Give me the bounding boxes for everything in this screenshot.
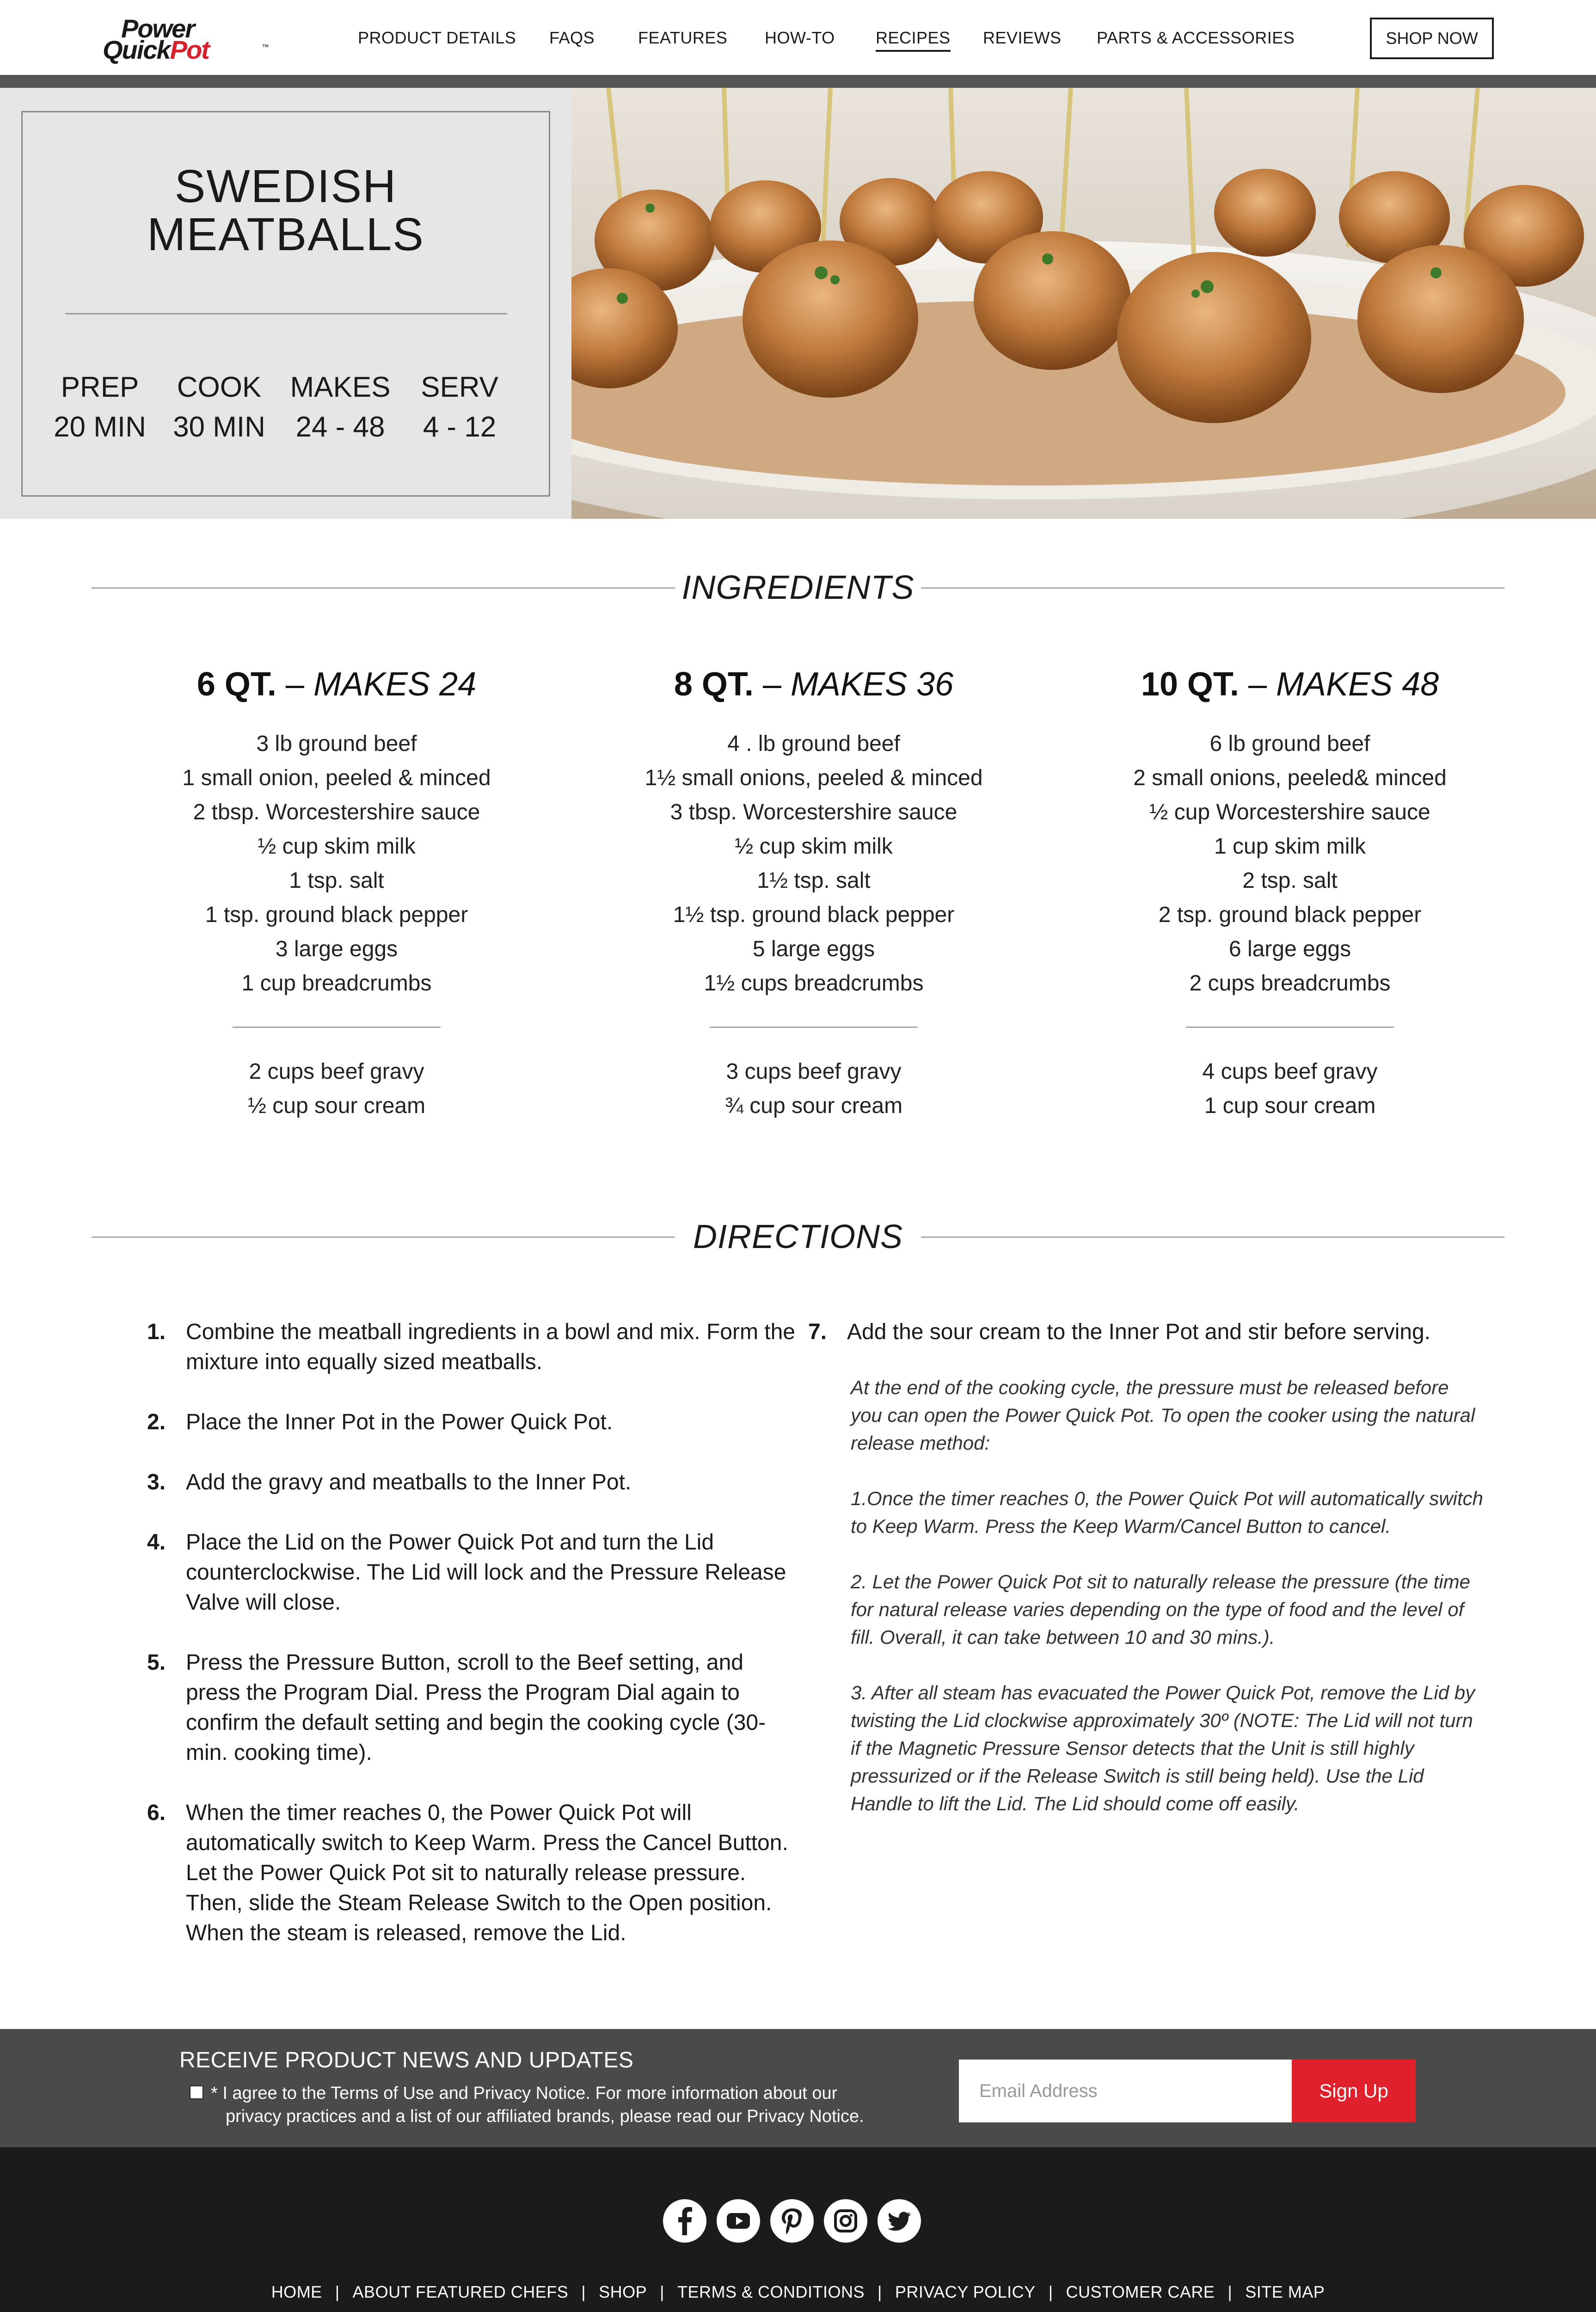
release-note-2: 2. Let the Power Quick Pot sit to naturally release the pressure (the time for natural release varies depending on the type of food and the level of fill. Overall, it can take between 10 and 30 mins.). xyxy=(851,1571,1470,1648)
meatballs-photo xyxy=(571,88,1596,519)
step-text: Place the Lid on the Power Quick Pot and turn the Lid counterclockwise. The Lid will lock and the Pressure Release Valve will close. xyxy=(186,1530,786,1615)
pot-size: 6 QT. xyxy=(196,666,276,703)
ingredient-item: 1½ tsp. ground black pepper xyxy=(673,903,955,927)
direction-step-5 xyxy=(143,1648,800,1768)
stat-cook-value: 30 MIN xyxy=(173,411,265,443)
direction-step-6 xyxy=(143,1798,800,1948)
power-quick-pot-logo[interactable] xyxy=(103,16,269,62)
link-separator: | xyxy=(335,2282,340,2301)
recipe-info-panel xyxy=(0,88,571,519)
footer-link-site-map[interactable]: SITE MAP xyxy=(1245,2282,1325,2301)
consent-line1: * I agree to the Terms of Use and Privacy Notice. For more information about our xyxy=(211,2084,838,2103)
meatballs-hero-image xyxy=(571,88,1596,519)
step-text: When the timer reaches 0, the Power Quick Pot will automatically switch to Keep Warm. Press the Cancel Button. Let the Power Quick Pot sit to naturally release pressure. Then, slide the Steam Release Switch to the Open position. When the steam is released, remove the Lid. xyxy=(186,1801,788,1945)
heading-dash: – xyxy=(753,666,791,703)
recipe-title xyxy=(23,162,549,258)
step-text: Press the Pressure Button, scroll to the Beef setting, and press the Program Dial. Press the Program Dial again to confirm the default setting and begin the cooking cycle (30-min. cooking time). xyxy=(186,1650,766,1765)
direction-step-2 xyxy=(143,1407,800,1437)
makes-count: MAKES 24 xyxy=(313,666,477,703)
link-separator: | xyxy=(660,2282,665,2301)
ingredient-item: 2 tsp. salt xyxy=(1242,868,1338,893)
step-text: Combine the meatball ingredients in a bowl and mix. Form the mixture into equally sized meatballs. xyxy=(186,1320,795,1374)
ingredient-item: 3 lb ground beef xyxy=(256,732,417,756)
column-heading xyxy=(1045,661,1535,707)
email-input[interactable] xyxy=(959,2060,1292,2122)
step-number: 6. xyxy=(147,1801,166,1825)
release-note-intro: At the end of the cooking cycle, the pressure must be released before you can open the Power Quick Pot. To open the cooker using the natural release method: xyxy=(851,1377,1475,1454)
stat-cook-label: COOK xyxy=(177,371,262,403)
direction-step-4 xyxy=(143,1527,800,1617)
consent-checkbox[interactable] xyxy=(190,2085,203,2099)
ingredient-item: ½ cup Worcestershire sauce xyxy=(1149,800,1430,824)
step-number: 7. xyxy=(808,1320,827,1344)
stat-makes-label: MAKES xyxy=(290,371,391,403)
recipe-title-line2: MEATBALLS xyxy=(147,209,424,260)
nav-product-details[interactable]: PRODUCT DETAILS xyxy=(358,28,516,47)
sauce-item: 2 cups beef gravy xyxy=(249,1059,424,1084)
link-separator: | xyxy=(581,2282,586,2301)
logo-line1: Power xyxy=(121,14,195,43)
directions-right-column xyxy=(804,1317,1484,1845)
ingredient-divider xyxy=(1186,1027,1394,1028)
direction-step-3 xyxy=(143,1467,800,1497)
footer-link-terms-conditions[interactable]: TERMS & CONDITIONS xyxy=(677,2282,865,2301)
nav-recipes[interactable]: RECIPES xyxy=(876,28,951,52)
direction-step-1 xyxy=(143,1317,800,1377)
step-text: Add the sour cream to the Inner Pot and stir before serving. xyxy=(847,1320,1431,1344)
step-text: Add the gravy and meatballs to the Inner Pot. xyxy=(186,1470,632,1494)
step-text: Place the Inner Pot in the Power Quick Pot. xyxy=(186,1410,613,1434)
site-header xyxy=(0,0,1596,75)
ingredient-item: 6 large eggs xyxy=(1228,937,1351,961)
step-number: 5. xyxy=(147,1650,166,1675)
stat-prep-value: 20 MIN xyxy=(54,411,146,443)
ingredient-item: 1 cup breadcrumbs xyxy=(241,971,432,996)
ingredient-item: 2 cups breadcrumbs xyxy=(1189,971,1391,996)
sauce-item: ¾ cup sour cream xyxy=(724,1094,903,1118)
directions-heading-label: DIRECTIONS xyxy=(693,1218,903,1255)
footer-link-privacy-policy[interactable]: PRIVACY POLICY xyxy=(895,2282,1036,2301)
directions-heading xyxy=(92,1216,1504,1258)
pot-size: 8 QT. xyxy=(674,666,754,703)
ingredient-item: 1½ small onions, peeled & minced xyxy=(645,766,983,790)
site-footer xyxy=(0,2147,1596,2312)
newsletter-title: RECEIVE PRODUCT NEWS AND UPDATES xyxy=(179,2048,634,2072)
stat-prep xyxy=(42,368,158,447)
release-note-3: 3. After all steam has evacuated the Power Quick Pot, remove the Lid by twisting the Lid clockwise approximately 30º (NOTE: The Lid will not turn if the Magnetic Pressure Sensor detects that the Unit is still highly pressurized or if the Release Switch is still being held). Use the Lid Handle to lift the Lid. The Lid should come off easily. xyxy=(851,1682,1475,1814)
sauce-item: ½ cup sour cream xyxy=(247,1094,426,1118)
link-separator: | xyxy=(1228,2282,1233,2301)
ingredient-item: 1 small onion, peeled & minced xyxy=(182,766,491,790)
ingredients-column-8qt xyxy=(569,661,1059,1123)
ingredient-item: 3 tbsp. Worcestershire sauce xyxy=(670,800,958,824)
heading-dash: – xyxy=(1239,666,1276,703)
consent-line2: privacy practices and a list of our affiliated brands, please read our Privacy Notice. xyxy=(226,2107,864,2126)
step-number: 3. xyxy=(147,1470,166,1494)
shop-now-button[interactable]: SHOP NOW xyxy=(1370,18,1494,59)
ingredient-item: 1½ tsp. salt xyxy=(757,868,871,893)
heading-dash: – xyxy=(276,666,313,703)
ingredient-item: 1 cup skim milk xyxy=(1214,834,1366,859)
twitter-icon[interactable] xyxy=(878,2199,921,2243)
logo-quick: Quick xyxy=(103,35,170,64)
makes-count: MAKES 36 xyxy=(790,666,954,703)
ingredient-item: ½ cup skim milk xyxy=(735,834,893,859)
heading-rule-right xyxy=(921,587,1504,589)
ingredient-item: 5 large eggs xyxy=(752,937,875,961)
newsletter-signup xyxy=(0,2029,1596,2147)
youtube-icon[interactable] xyxy=(717,2199,760,2243)
step-number: 1. xyxy=(147,1320,166,1344)
logo-trademark: ™ xyxy=(262,43,269,51)
nav-faqs[interactable]: FAQS xyxy=(549,28,595,47)
ingredient-item: 2 tsp. ground black pepper xyxy=(1158,903,1422,927)
ingredient-divider xyxy=(233,1027,441,1028)
ingredient-item: 1 tsp. ground black pepper xyxy=(205,903,468,927)
sign-up-button[interactable]: Sign Up xyxy=(1292,2060,1416,2122)
column-heading xyxy=(569,661,1059,707)
stat-prep-label: PREP xyxy=(61,371,139,403)
directions-left-column xyxy=(143,1317,800,1978)
makes-count: MAKES 48 xyxy=(1276,666,1439,703)
ingredients-heading-label: INGREDIENTS xyxy=(681,569,915,606)
ingredient-item: 1 tsp. salt xyxy=(289,868,384,893)
facebook-icon[interactable] xyxy=(663,2199,706,2243)
pot-size: 10 QT. xyxy=(1141,666,1239,703)
sauce-item: 4 cups beef gravy xyxy=(1202,1059,1378,1084)
ingredients-column-10qt xyxy=(1045,661,1535,1123)
footer-link-about-featured-chefs[interactable]: ABOUT FEATURED CHEFS xyxy=(352,2282,569,2301)
footer-link-shop[interactable]: SHOP xyxy=(599,2282,647,2301)
stat-serv-label: SERV xyxy=(421,371,498,403)
recipe-title-line1: SWEDISH xyxy=(174,160,397,212)
ingredients-heading xyxy=(92,567,1504,609)
ingredient-item: 1½ cups breadcrumbs xyxy=(704,971,924,996)
recipe-info-card xyxy=(21,111,550,497)
footer-link-home[interactable]: HOME xyxy=(271,2282,322,2301)
ingredients-column-6qt xyxy=(92,661,582,1123)
link-separator: | xyxy=(1048,2282,1053,2301)
column-heading xyxy=(92,661,582,707)
stat-cook xyxy=(161,368,277,447)
step-number: 4. xyxy=(147,1530,166,1555)
stat-serv xyxy=(402,368,517,447)
ingredient-item: ½ cup skim milk xyxy=(258,834,416,859)
title-divider xyxy=(65,313,507,314)
ingredient-divider xyxy=(710,1027,918,1028)
nav-reviews[interactable]: REVIEWS xyxy=(983,28,1062,47)
pinterest-icon[interactable] xyxy=(770,2199,814,2243)
nav-how-to[interactable]: HOW-TO xyxy=(765,28,835,47)
nav-features[interactable]: FEATURES xyxy=(638,28,728,47)
ingredient-item: 2 small onions, peeled& minced xyxy=(1133,766,1447,790)
stat-makes xyxy=(282,368,398,447)
ingredient-item: 3 large eggs xyxy=(275,937,398,961)
step-number: 2. xyxy=(147,1410,166,1434)
footer-links xyxy=(0,2282,1596,2302)
sauce-item: 1 cup sour cream xyxy=(1204,1094,1376,1118)
footer-link-customer-care[interactable]: CUSTOMER CARE xyxy=(1066,2282,1215,2301)
sauce-item: 3 cups beef gravy xyxy=(726,1059,902,1084)
ingredient-item: 6 lb ground beef xyxy=(1209,732,1370,756)
logo-line2 xyxy=(103,37,209,63)
header-divider-bar xyxy=(0,75,1596,88)
stat-makes-value: 24 - 48 xyxy=(295,411,385,443)
ingredient-item: 4 . lb ground beef xyxy=(727,732,900,756)
link-separator: | xyxy=(878,2282,882,2301)
heading-rule-right xyxy=(921,1236,1504,1238)
logo-pot: Pot xyxy=(170,35,209,64)
instagram-icon[interactable] xyxy=(824,2199,867,2243)
stat-serv-value: 4 - 12 xyxy=(423,411,497,443)
release-note-1: 1.Once the timer reaches 0, the Power Quick Pot will automatically switch to Keep Warm. Press the Keep Warm/Cancel Button to cancel. xyxy=(851,1488,1483,1537)
nav-parts-accessories[interactable]: PARTS & ACCESSORIES xyxy=(1097,28,1295,47)
ingredient-item: 2 tbsp. Worcestershire sauce xyxy=(193,800,480,824)
consent-text xyxy=(211,2082,932,2128)
direction-step-7 xyxy=(804,1317,1484,1347)
